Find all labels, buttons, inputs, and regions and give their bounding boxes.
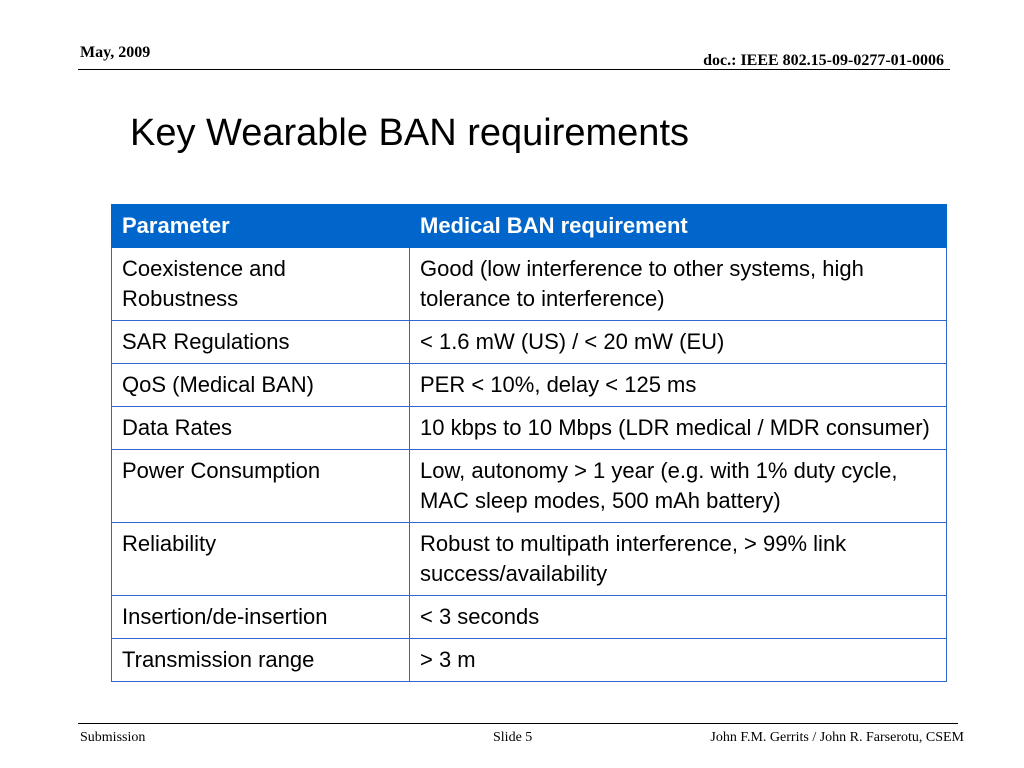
parameter-cell: Reliability [112,523,410,596]
requirement-cell: < 1.6 mW (US) / < 20 mW (EU) [410,321,947,364]
parameter-cell: QoS (Medical BAN) [112,364,410,407]
table-row [112,364,947,407]
requirements-table [111,204,947,682]
parameter-cell: SAR Regulations [112,321,410,364]
footer-submission: Submission [80,730,146,745]
requirement-cell: < 3 seconds [410,596,947,639]
header-doc-number: doc.: IEEE 802.15-09-0277-01-0006 [703,52,944,69]
table-row [112,407,947,450]
parameter-cell: Transmission range [112,639,410,682]
requirement-cell: PER < 10%, delay < 125 ms [410,364,947,407]
parameter-cell: Insertion/de-insertion [112,596,410,639]
requirement-cell: > 3 m [410,639,947,682]
table-header-row [112,205,947,248]
parameter-cell: Data Rates [112,407,410,450]
requirement-cell: Low, autonomy > 1 year (e.g. with 1% duty cycle, MAC sleep modes, 500 mAh battery) [410,450,947,523]
table-row [112,596,947,639]
requirement-cell: Good (low interference to other systems, high tolerance to interference) [410,248,947,321]
requirements-table-container [111,204,947,682]
parameter-cell: Coexistence and Robustness [112,248,410,321]
column-header-requirement: Medical BAN requirement [410,205,947,248]
header-date: May, 2009 [80,44,151,61]
column-header-parameter: Parameter [112,205,410,248]
footer-authors: John F.M. Gerrits / John R. Farserotu, CSEM [710,730,964,745]
requirement-cell: 10 kbps to 10 Mbps (LDR medical / MDR consumer) [410,407,947,450]
slide-title: Key Wearable BAN requirements [130,112,689,154]
parameter-cell: Power Consumption [112,450,410,523]
table-row [112,248,947,321]
table-row [112,639,947,682]
header-divider [78,69,950,70]
footer-divider [78,723,958,724]
table-row [112,523,947,596]
table-row [112,450,947,523]
table-row [112,321,947,364]
footer-slide-number: Slide 5 [493,730,533,745]
requirement-cell: Robust to multipath interference, > 99% link success/availability [410,523,947,596]
